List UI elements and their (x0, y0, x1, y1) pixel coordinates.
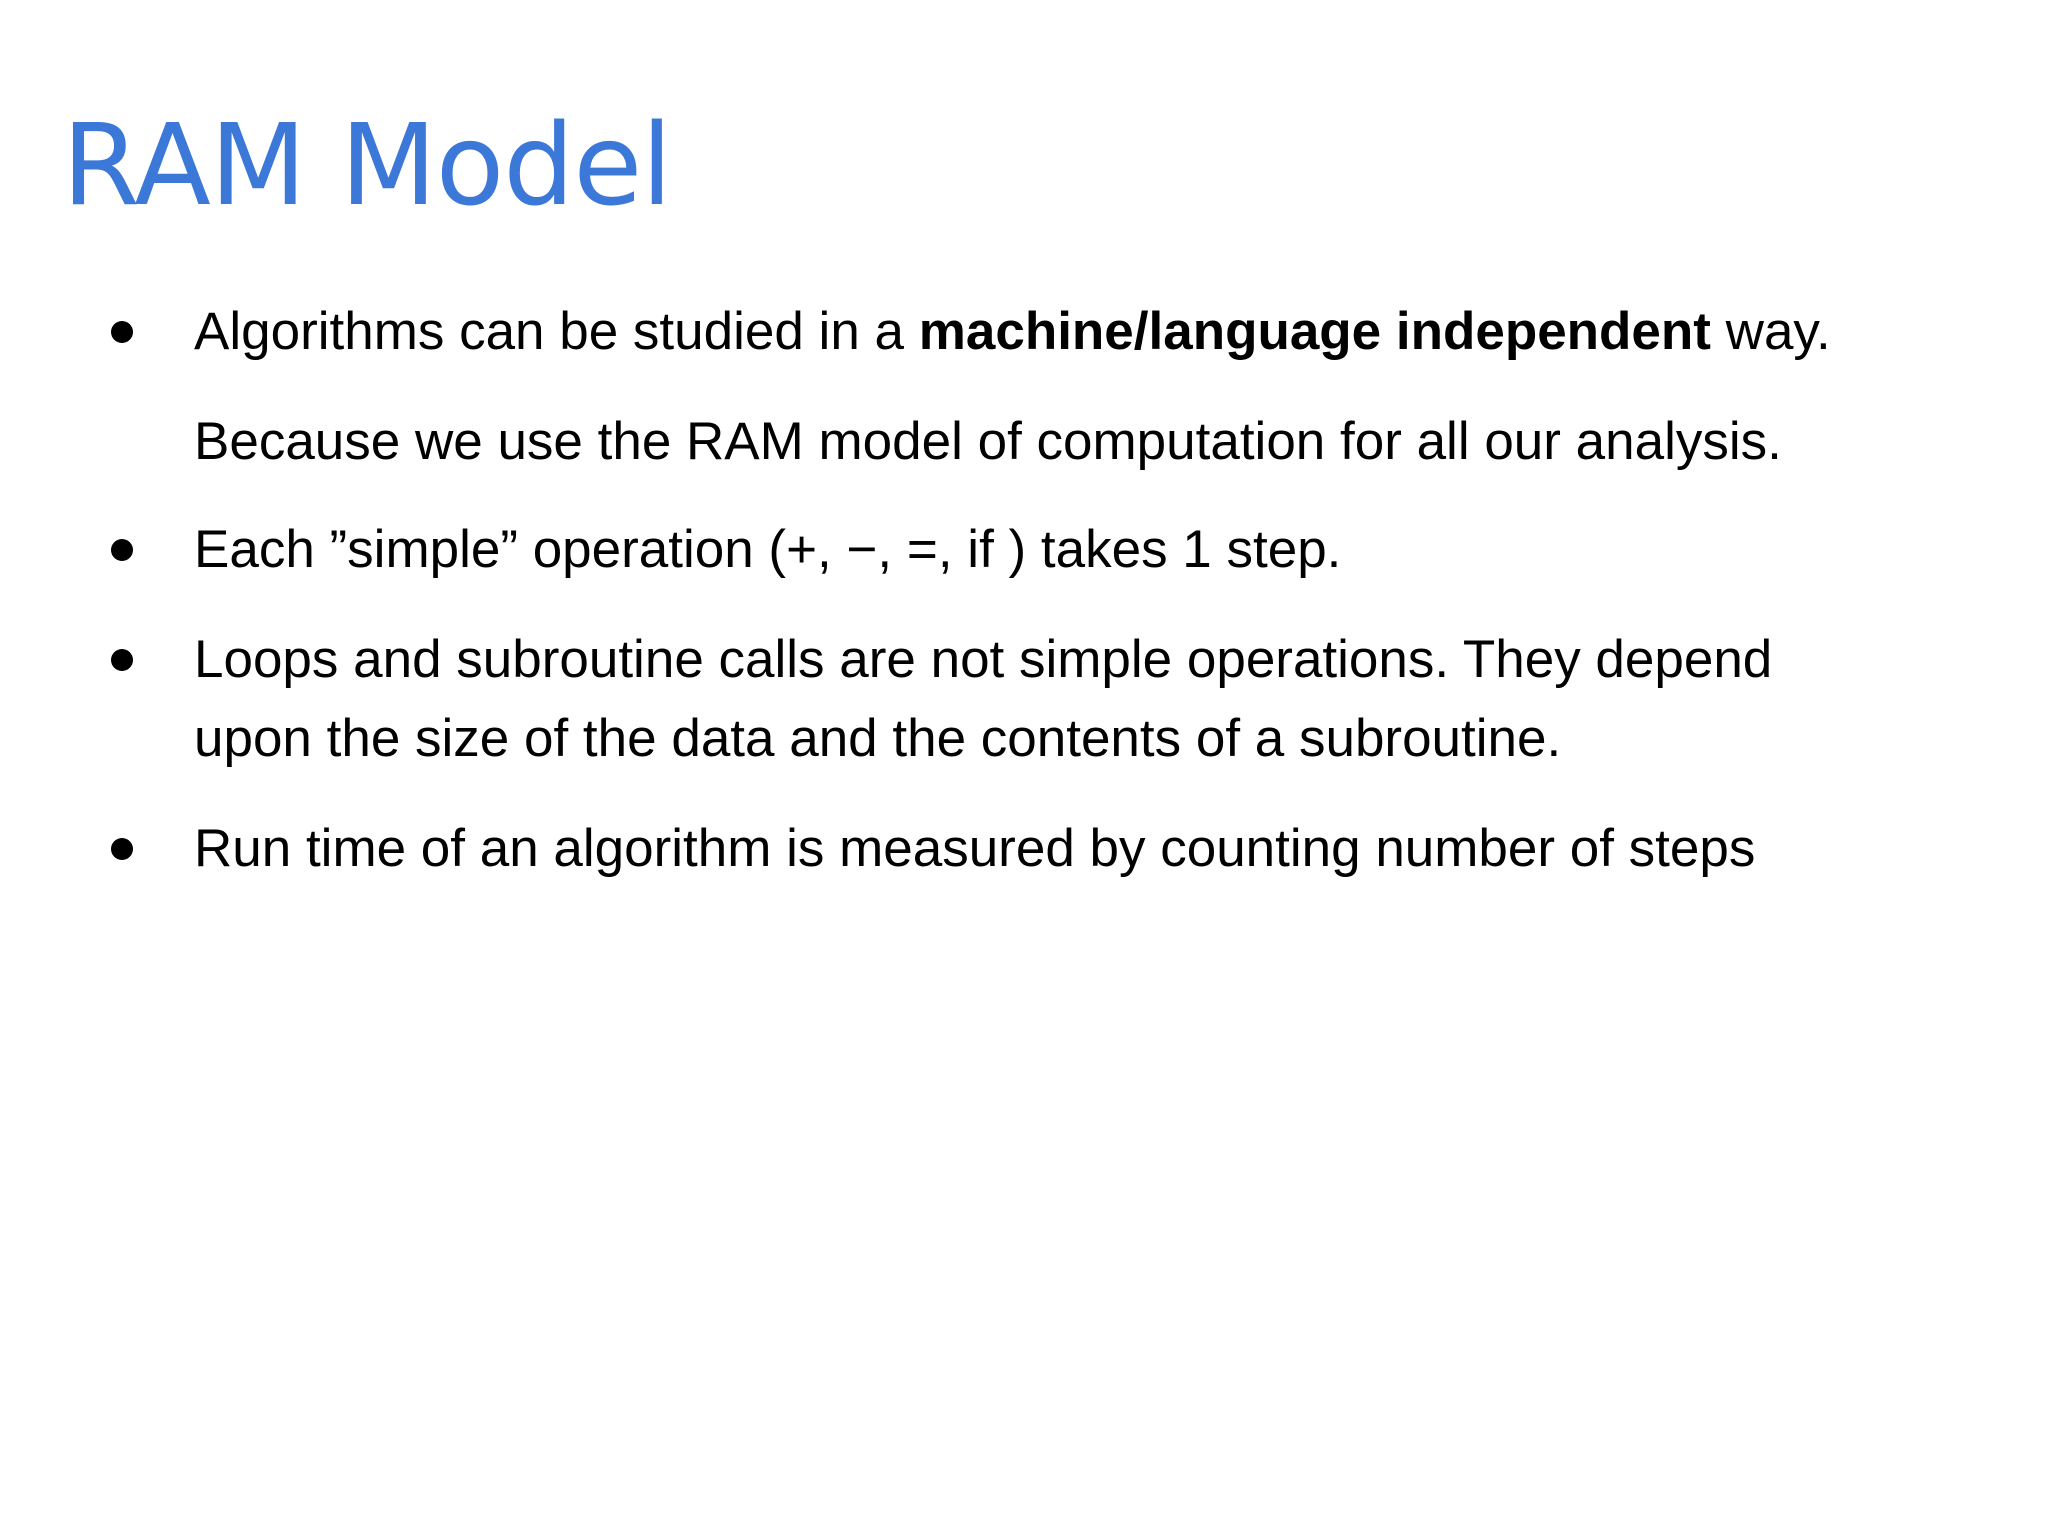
bullet-text: Loops and subroutine calls are not simple operations. They depend (194, 630, 1773, 689)
bullet-text-line2: upon the size of the data and the contents of a subroutine. (194, 709, 1562, 768)
bullet-dot-icon (111, 321, 133, 343)
bullet-text-bold: machine/language independent (918, 302, 1711, 361)
bullet-dot-icon (111, 539, 133, 561)
bullet-text: Each ”simple” operation (+, −, =, if ) takes 1 step. (194, 520, 1342, 579)
bullet-text-segment: Algorithms can be studied in a (194, 302, 919, 361)
bullet-dot-icon (111, 838, 133, 860)
slide-title: RAM Model (62, 101, 672, 231)
bullet-text: Run time of an algorithm is measured by counting number of steps (194, 819, 1756, 878)
bullet-dot-icon (111, 649, 133, 671)
bullet-continuation: Because we use the RAM model of computation for all our analysis. (194, 412, 1782, 471)
bullet-text-segment: way. (1710, 302, 1831, 361)
bullet-text (194, 292, 1994, 371)
